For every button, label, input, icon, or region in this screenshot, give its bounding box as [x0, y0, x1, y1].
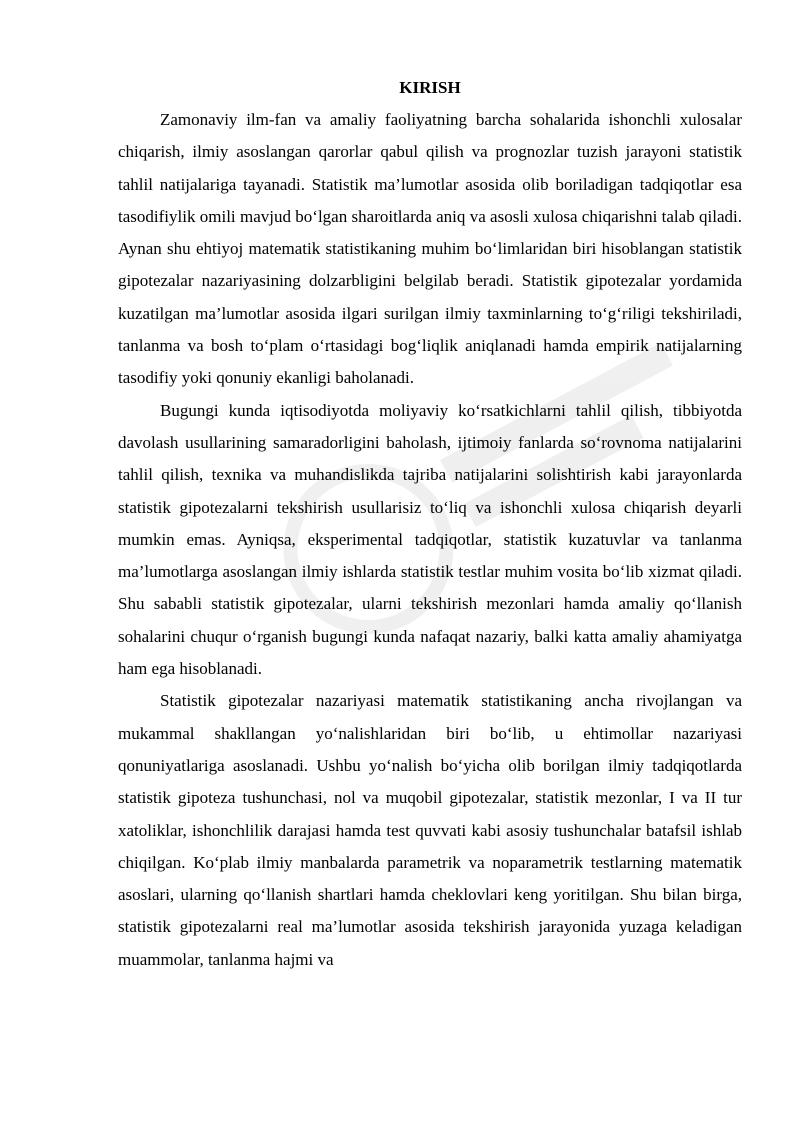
paragraph-3: Statistik gipotezalar nazariyasi matematik statistikaning ancha rivojlangan va mukammal shakllangan yo‘nalishlaridan biri bo‘lib, u ehtimollar nazariyasi qonuniyatlariga asoslanadi. Ushbu yo‘nalish bo‘yicha olib borilgan ilmiy tadqiqotlarda statistik gipoteza tushunchasi, nol va muqobil gipotezalar, statistik mezonlar, I va II tur xatoliklar, ishonchlilik darajasi hamda test quvvati kabi asosiy tushunchalar batafsil ishlab chiqilgan. Ko‘plab ilmiy manbalarda parametrik va noparametrik testlarning matematik asoslari, ularning qo‘llanish shartlari hamda cheklovlari keng yoritilgan. Shu bilan birga, statistik gipotezalarni real ma’lumotlar asosida tekshirish jarayonida yuzaga keladigan muammolar, tanlanma hajmi va	[118, 691, 742, 969]
page-title: KIRISH	[399, 78, 461, 97]
paragraph-2: Bugungi kunda iqtisodiyotda moliyaviy ko‘rsatkichlarni tahlil qilish, tibbiyotda davolash usullarining samaradorligini baholash, ijtimoiy fanlarda so‘rovnoma natijalarini tahlil qilish, texnika va muhandislikda tajriba natijalarini solishtirish kabi jarayonlarda statistik gipotezalarni tekshirish usullarisiz to‘liq va ishonchli xulosa chiqarish deyarli mumkin emas. Ayniqsa, eksperimental tadqiqotlar, statistik kuzatuvlar va tanlanma ma’lumotlarga asoslangan ilmiy ishlarda statistik testlar muhim vosita bo‘lib xizmat qiladi. Shu sababli statistik gipotezalar, ularni tekshirish mezonlari hamda amaliy qo‘llanish sohalarini chuqur o‘rganish bugungi kunda nafaqat nazariy, balki katta amaliy ahamiyatga ham ega hisoblanadi.	[118, 400, 742, 679]
paragraph-1: Zamonaviy ilm-fan va amaliy faoliyatning barcha sohalarida ishonchli xulosalar chiqarish, ilmiy asoslangan qarorlar qabul qilish va prognozlar tuzish jarayoni statistik tahlil natijalariga tayanadi. Statistik ma’lumotlar asosida olib boriladigan tadqiqotlar esa tasodifiylik omili mavjud bo‘lgan sharoitlarda aniq va asosli xulosa chiqarishni talab qiladi. Aynan shu ehtiyoj matematik statistikaning muhim bo‘limlaridan biri hisoblangan statistik gipotezalar nazariyasining dolzarbligini belgilab beradi. Statistik gipotezalar yordamida kuzatilgan ma’lumotlar asosida ilgari surilgan ilmiy taxminlarning to‘g‘riligi tekshiriladi, tanlanma va bosh to‘plam o‘rtasidagi bog‘liqlik aniqlanadi hamda empirik natijalarning tasodifiy yoki qonuniy ekanligi baholanadi.	[118, 110, 742, 388]
document-body	[118, 74, 742, 976]
